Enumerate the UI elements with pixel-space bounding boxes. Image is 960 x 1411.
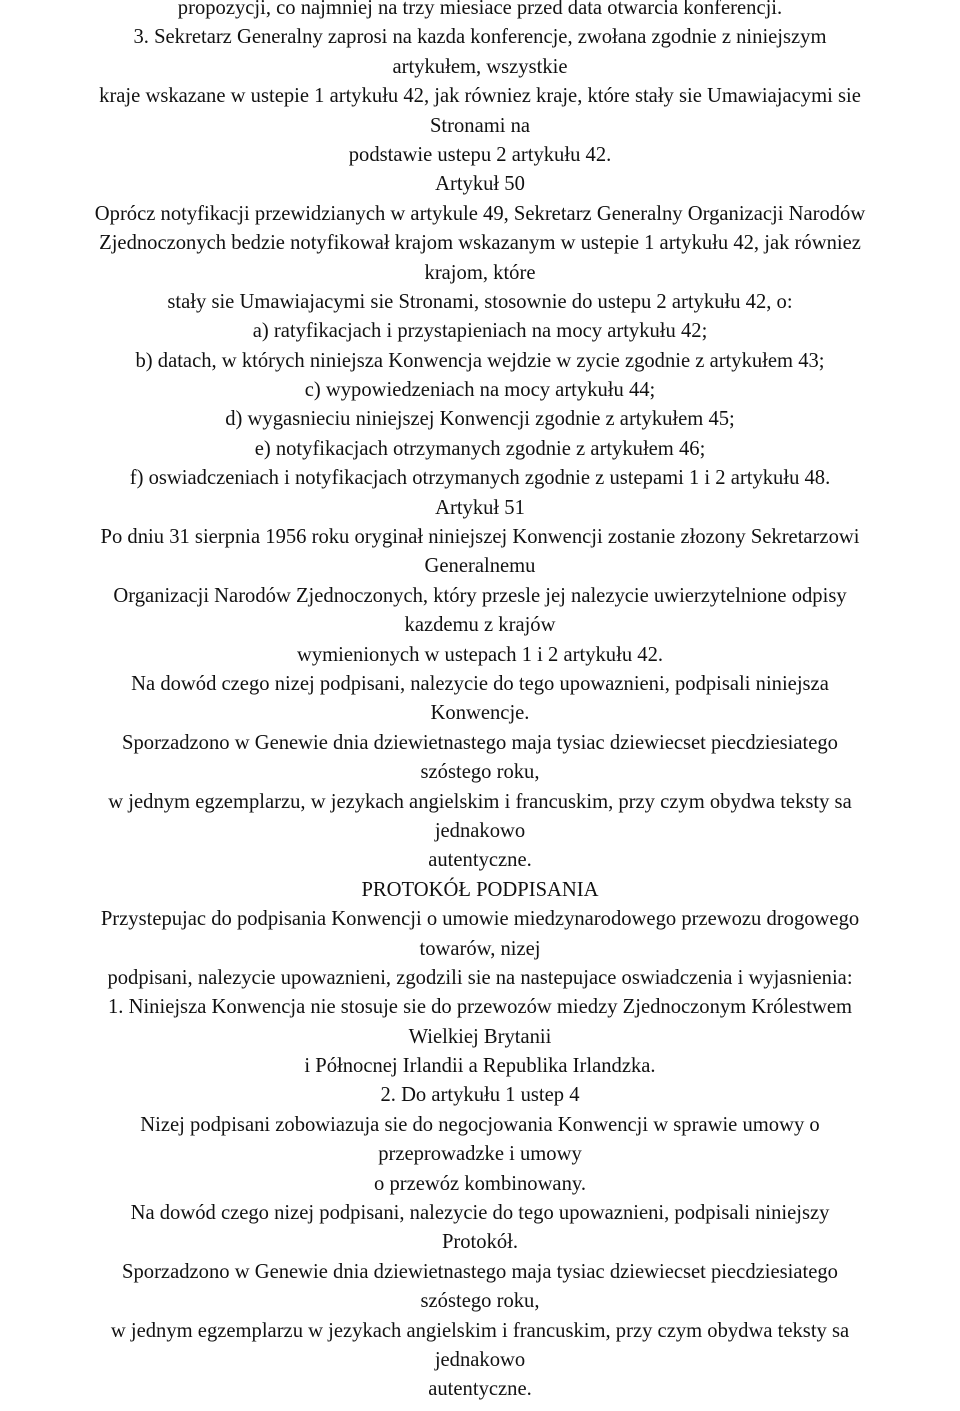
text-line: Zjednoczonych bedzie notyfikował krajom wskazanym w ustepie 1 artykułu 42, jak równiez <box>99 232 861 255</box>
text-line: propozycji, co najmniej na trzy miesiace przed data otwarcia konferencji. <box>177 0 783 19</box>
article-heading: Artykuł 51 <box>435 496 525 519</box>
text-line: Na dowód czego nizej podpisani, nalezycie do tego upowaznieni, podpisali niniejsza <box>131 672 829 695</box>
text-line: 3. Sekretarz Generalny zaprosi na kazda konferencje, zwołana zgodnie z niniejszym <box>133 26 827 49</box>
list-item: a) ratyfikacjach i przystapieniach na mocy artykułu 42; <box>252 320 708 343</box>
text-line: 2. Do artykułu 1 ustep 4 <box>380 1084 580 1107</box>
text-line: 1. Niniejsza Konwencja nie stosuje sie do przewozów miedzy Zjednoczonym Królestwem <box>107 996 853 1019</box>
text-line: Sporzadzono w Genewie dnia dziewietnastego maja tysiac dziewiecset piecdziesiatego <box>122 1260 838 1283</box>
text-line: autentyczne. <box>428 849 532 872</box>
text-line: jednakowo <box>434 1348 526 1371</box>
text-line: krajom, które <box>424 261 536 284</box>
section-heading: PROTOKÓŁ PODPISANIA <box>361 878 599 901</box>
text-line: wymienionych w ustepach 1 i 2 artykułu 42. <box>296 643 664 666</box>
text-line: i Północnej Irlandii a Republika Irlandzka. <box>304 1055 656 1078</box>
text-line: Po dniu 31 sierpnia 1956 roku oryginał niniejszej Konwencji zostanie złozony Sekretarzowi <box>100 526 860 549</box>
text-line: Nizej podpisani zobowiazuja sie do negocjowania Konwencji w sprawie umowy o <box>140 1113 820 1136</box>
list-item: e) notyfikacjach otrzymanych zgodnie z artykułem 46; <box>254 437 706 460</box>
list-item: d) wygasnieciu niniejszej Konwencji zgodnie z artykułem 45; <box>225 408 735 431</box>
text-line: Oprócz notyfikacji przewidzianych w artykule 49, Sekretarz Generalny Organizacji Narodów <box>94 202 866 225</box>
list-item: f) oswiadczeniach i notyfikacjach otrzymanych zgodnie z ustepami 1 i 2 artykułu 48. <box>129 467 831 490</box>
text-line: podstawie ustepu 2 artykułu 42. <box>348 143 612 166</box>
text-line: Przystepujac do podpisania Konwencji o umowie miedzynarodowego przewozu drogowego <box>100 908 860 931</box>
text-line: Wielkiej Brytanii <box>408 1025 552 1048</box>
list-item: c) wypowiedzeniach na mocy artykułu 44; <box>304 379 656 402</box>
text-line: w jednym egzemplarzu w jezykach angielskim i francuskim, przy czym obydwa teksty sa <box>110 1319 850 1342</box>
text-line: Konwencje. <box>430 702 530 725</box>
text-line: podpisani, nalezycie upowaznieni, zgodzili sie na nastepujace oswiadczenia i wyjasnienia: <box>107 966 853 989</box>
text-line: kazdemu z krajów <box>404 614 556 637</box>
text-line: Stronami na <box>429 114 531 137</box>
text-line: przeprowadzke i umowy <box>378 1143 582 1166</box>
list-item: b) datach, w których niniejsza Konwencja wejdzie w zycie zgodnie z artykułem 43; <box>135 349 825 372</box>
article-heading: Artykuł 50 <box>435 173 525 196</box>
text-line: stały sie Umawiajacymi sie Stronami, stosownie do ustepu 2 artykułu 42, o: <box>167 290 793 313</box>
text-line: kraje wskazane w ustepie 1 artykułu 42, jak równiez kraje, które stały sie Umawiajacymi sie <box>99 85 861 108</box>
text-line: autentyczne. <box>428 1378 532 1401</box>
text-line: jednakowo <box>434 819 526 842</box>
text-line: Generalnemu <box>424 555 536 578</box>
text-line: szóstego roku, <box>420 1290 540 1313</box>
text-line: szóstego roku, <box>420 761 540 784</box>
text-line: artykułem, wszystkie <box>392 55 568 78</box>
text-line: Sporzadzono w Genewie dnia dziewietnastego maja tysiac dziewiecset piecdziesiatego <box>122 731 838 754</box>
text-line: Na dowód czego nizej podpisani, nalezycie do tego upowaznieni, podpisali niniejszy <box>130 1202 830 1225</box>
text-line: towarów, nizej <box>419 937 541 960</box>
text-line: Protokół. <box>441 1231 519 1254</box>
text-line: w jednym egzemplarzu, w jezykach angielskim i francuskim, przy czym obydwa teksty sa <box>108 790 852 813</box>
text-line: o przewóz kombinowany. <box>374 1172 586 1195</box>
text-line: Organizacji Narodów Zjednoczonych, który przesle jej nalezycie uwierzytelnione odpisy <box>113 584 847 607</box>
